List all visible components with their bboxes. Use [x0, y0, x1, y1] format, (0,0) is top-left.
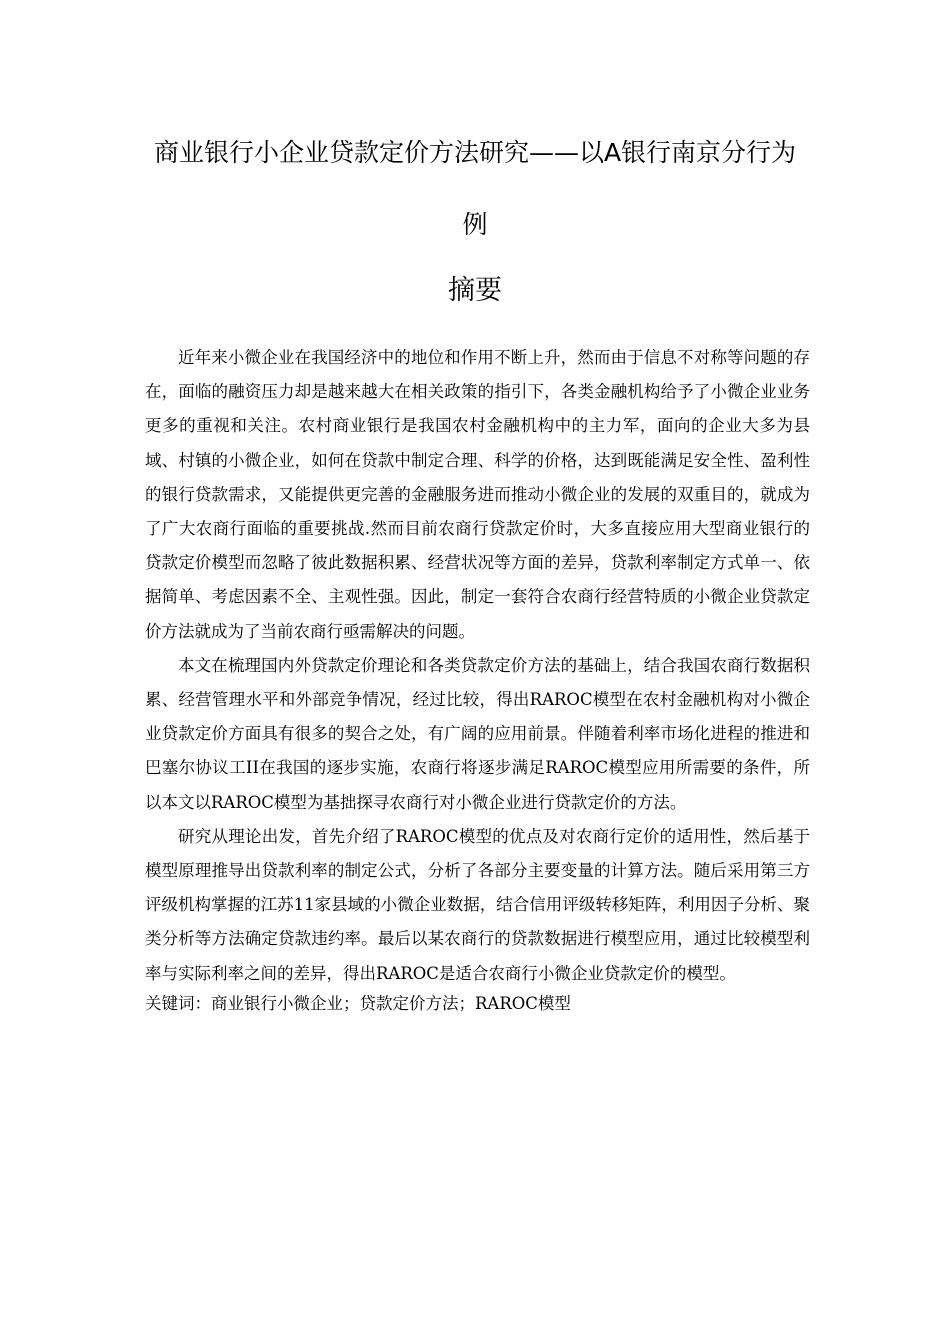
keywords-line: 关键词：商业银行小微企业；贷款定价方法；RAROC模型 — [145, 993, 571, 1013]
abstract-heading: 摘要 — [448, 275, 502, 306]
abstract-paragraph-2: 本文在梳理国内外贷款定价理论和各类贷款定价方法的基础上，结合我国农商行数据积累、经营管理水平和外部竞争情况，经过比较，得出RAROC模型在农村金融机构对小微企业贷款定价方面具有很多的契合之处，有广阔的应用前景。伴随着利率市场化进程的推进和巴塞尔协议工II在我国的逐步实施，农商行将逐步满足RAROC模型应用所需要的条件，所以本文以RAROC模型为基拙探寻农商行对小微企业进行贷款定价的方法。 — [145, 655, 810, 812]
document-title-line-2: 例 — [462, 210, 488, 239]
document-title-line-1: 商业银行小企业贷款定价方法研究——以A银行南京分行为 — [153, 138, 797, 167]
abstract-body — [145, 341, 810, 1017]
abstract-paragraph-3: 研究从理论出发，首先介绍了RAROC模型的优点及对农商行定价的适用性，然后基于模型原理推导出贷款利率的制定公式，分析了各部分主要变量的计算方法。随后采用第三方评级机构掌握的江苏11家县域的小微企业数据，结合信用评级转移矩阵，利用因子分析、聚类分析等方法确定贷款违约率。最后以某农商行的贷款数据进行模型应用，通过比较模型利率与实际利率之间的差异，得出RAROC是适合农商行小微企业贷款定价的模型。 — [145, 826, 810, 983]
abstract-paragraph-1: 近年来小微企业在我国经济中的地位和作用不断上升，然而由于信息不对称等问题的存在，面临的融资压力却是越来越大在相关政策的指引下，各类金融机构给予了小微企业业务更多的重视和关注。农村商业银行是我国农村金融机构中的主力军，面向的企业大多为县域、村镇的小微企业，如何在贷款中制定合理、科学的价格，达到既能满足安全性、盈利性的银行贷款需求，又能提供更完善的金融服务进而推动小微企业的发展的双重目的，就成为了广大农商行面临的重要挑战.然而目前农商行贷款定价时，大多直接应用大型商业银行的贷款定价模型而忽略了彼此数据积累、经营状况等方面的差异，贷款利率制定方式单一、依据简单、考虑因素不全、主观性强。因此，制定一套符合农商行经营特质的小微企业贷款定价方法就成为了当前农商行亟需解决的问题。 — [145, 348, 810, 641]
